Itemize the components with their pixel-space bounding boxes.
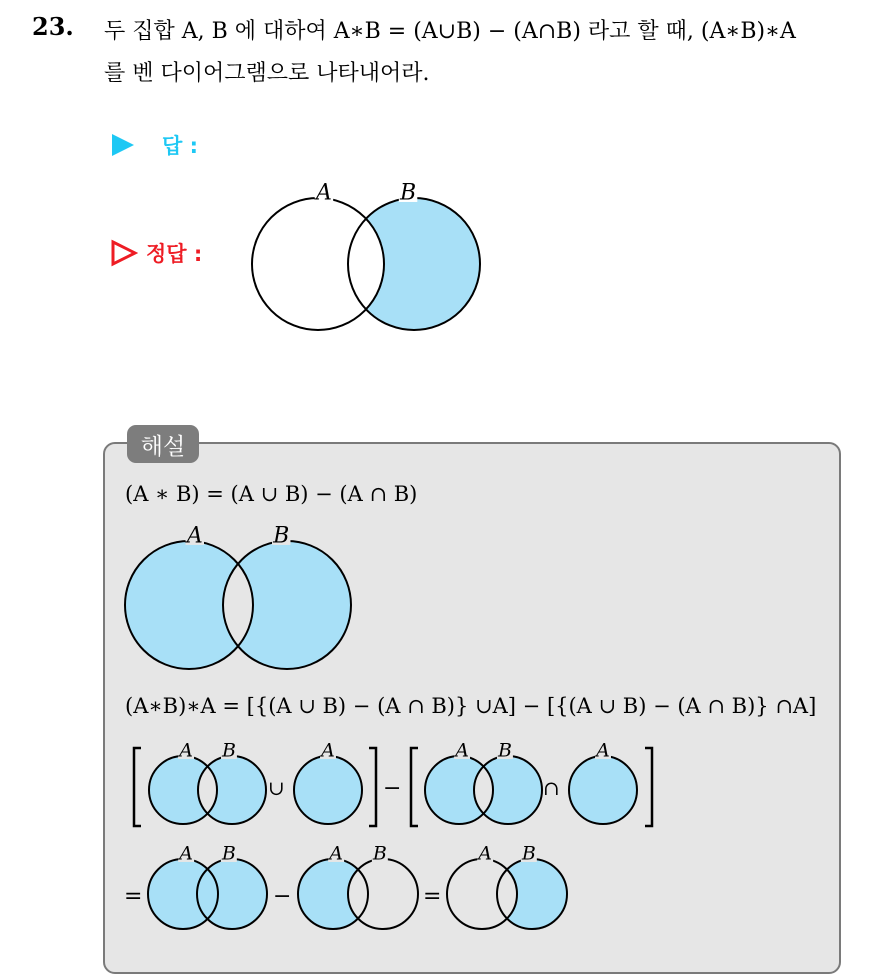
label-a: A (179, 842, 194, 865)
label-b: B (372, 842, 387, 865)
label-a: A (596, 739, 610, 762)
label-a: A (179, 739, 193, 762)
label-b: B (521, 842, 536, 865)
label-b: B (221, 739, 236, 762)
question-text-line1: 두 집합 A, B 에 대하여 A∗B = (A∪B) − (A∩B) 라고 할 때, (A∗B)∗A (104, 19, 796, 44)
solution-tag: 해설 (127, 425, 199, 463)
label-a: A (321, 739, 335, 762)
label-a: A (186, 523, 203, 549)
label-b: B (273, 523, 290, 549)
label-a: A (329, 842, 344, 865)
correct-answer-label: 정답 : (146, 242, 203, 266)
operator-equals-1: = (124, 884, 143, 909)
solution-formula-2: (A∗B)∗A = [{(A ∪ B) − (A ∩ B)} ∪A] − [{(A ∪ B) − (A ∩ B)} ∩A] (125, 694, 817, 718)
question-number: 23. (32, 12, 74, 41)
label-b: B (497, 739, 512, 762)
operator-minus-2: − (273, 884, 292, 909)
solution-formula-1: (A ∗ B) = (A ∪ B) − (A ∩ B) (125, 482, 418, 506)
label-a: A (478, 842, 493, 865)
operator-minus: − (383, 776, 402, 801)
answer-label: 답 : (162, 134, 198, 158)
operator-union: ∪ (268, 776, 285, 800)
label-a: A (315, 180, 332, 206)
label-a: A (455, 739, 469, 762)
question-text-line2: 를 벤 다이어그램으로 나타내어라. (104, 61, 430, 86)
operator-equals-2: = (423, 884, 442, 909)
set-a-region (569, 756, 637, 824)
label-b: B (399, 180, 417, 206)
label-b: B (221, 842, 236, 865)
operator-intersection: ∩ (543, 776, 560, 800)
